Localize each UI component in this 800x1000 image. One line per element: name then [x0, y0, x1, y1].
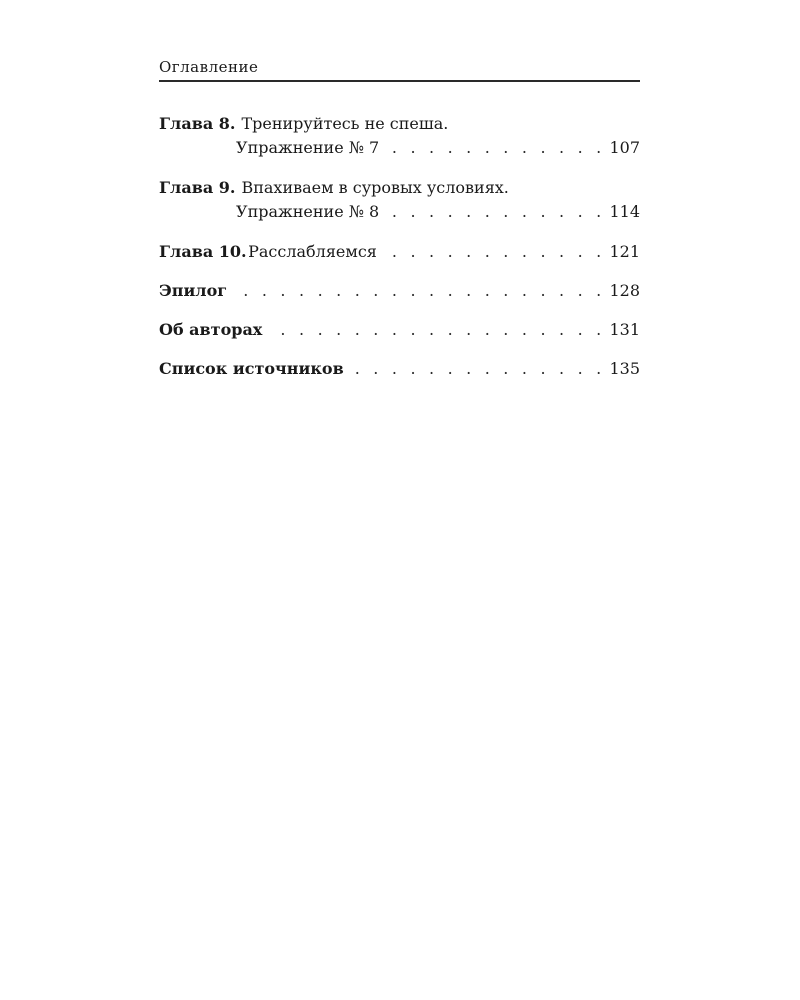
- toc-entry-about-authors[interactable]: [159, 318, 640, 342]
- toc-entry-sources[interactable]: [159, 357, 640, 381]
- toc-entry-line: [159, 279, 640, 303]
- toc-entry-label: Глава 9.: [159, 178, 236, 197]
- toc-entry-title-line: [159, 112, 640, 136]
- dot-leader: [268, 318, 605, 342]
- dot-leader: [233, 279, 605, 303]
- toc-entry-sub-line: [159, 200, 640, 224]
- dot-leader: [385, 200, 605, 224]
- toc-entry-label: Глава 8.: [159, 114, 236, 133]
- toc-entry-line: [159, 318, 640, 342]
- toc-entry-epilogue[interactable]: [159, 279, 640, 303]
- toc-page-number: 121: [609, 242, 640, 261]
- toc-page-number: 107: [609, 138, 640, 157]
- toc-entry-subtitle: Упражнение № 8: [236, 202, 380, 221]
- toc-page-number: 128: [609, 281, 640, 300]
- toc-entry-chapter-8[interactable]: [159, 112, 640, 160]
- toc-entry-label: Эпилог: [159, 281, 228, 300]
- dot-leader: [385, 136, 605, 160]
- toc-entry-subtitle: Упражнение № 7: [236, 138, 380, 157]
- toc-entry-sub-line: [159, 136, 640, 160]
- toc-entry-line: [159, 357, 640, 381]
- toc-entry-title-line: [159, 176, 640, 200]
- dot-leader: [350, 357, 606, 381]
- toc-entry-chapter-9[interactable]: [159, 176, 640, 224]
- toc-page-number: 135: [609, 359, 640, 378]
- dot-leader: [383, 240, 606, 264]
- toc-entry-label: Список источников: [159, 359, 344, 378]
- toc-entry-line: [159, 240, 640, 264]
- toc-page: [159, 54, 640, 381]
- toc-entry-label: Глава 10.: [159, 242, 247, 261]
- table-of-contents: [159, 112, 640, 381]
- toc-entry-title: Расслабляемся: [248, 242, 377, 261]
- toc-entry-chapter-10[interactable]: [159, 240, 640, 264]
- toc-entry-label: Об авторах: [159, 320, 263, 339]
- toc-entry-title: Тренируйтесь не спеша.: [241, 114, 449, 133]
- toc-page-number: 114: [609, 202, 640, 221]
- toc-entry-title: Впахиваем в суровых условиях.: [241, 178, 509, 197]
- running-head: Оглавление: [159, 54, 640, 82]
- toc-page-number: 131: [609, 320, 640, 339]
